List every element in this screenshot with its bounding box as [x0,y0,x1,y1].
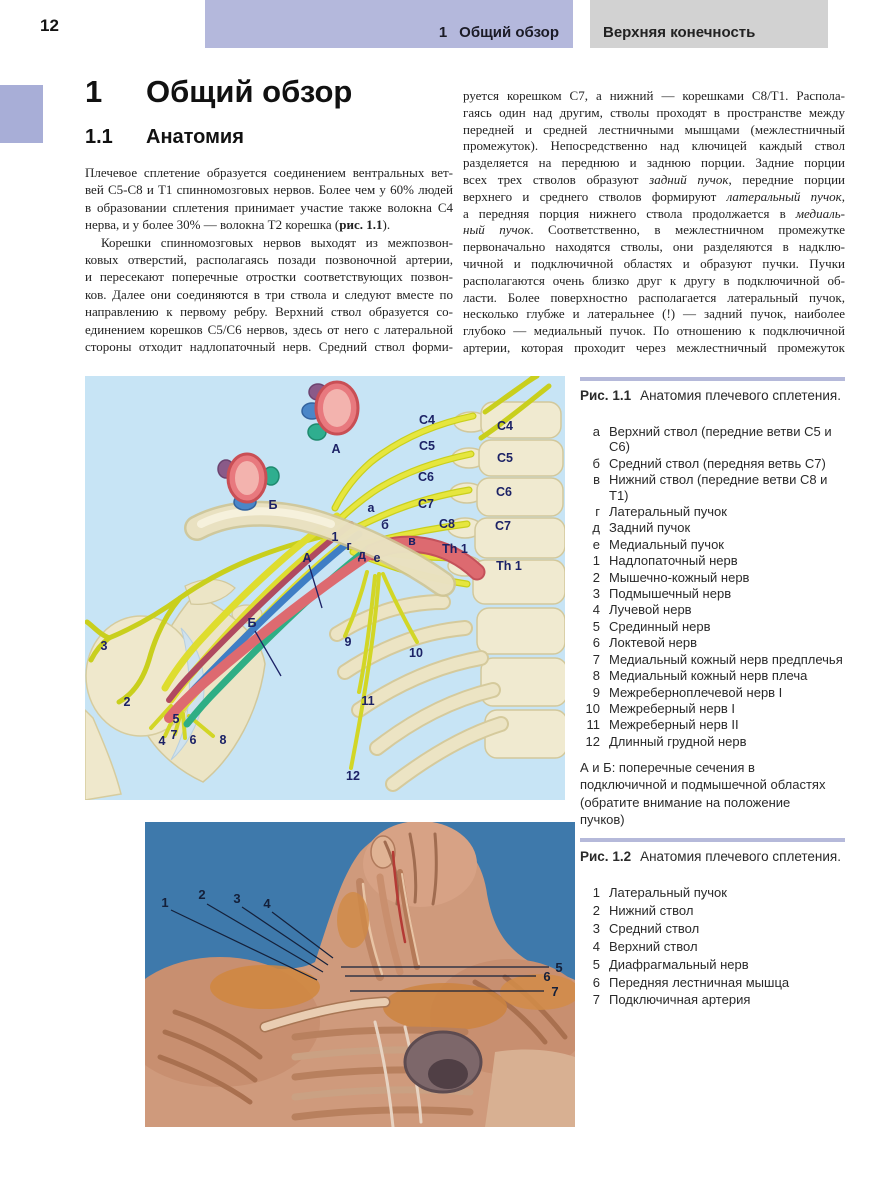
section-heading-number: 1.1 [85,126,113,148]
figure-label: C4 [497,419,513,433]
figure-1-1-illustration [85,376,565,800]
legend-item-key: д [592,520,600,536]
figure-label: 6 [543,969,551,984]
text-line: направлению к первому ребру. Верхний ствол образуется со- [85,304,453,320]
text-line: ковых отверстий, располагаясь позади позвоночной артерии, [85,252,453,268]
legend-item-text: Задний пучок [609,520,691,536]
legend-item [580,939,845,955]
figure-label: 11 [361,694,375,708]
section-heading [85,126,244,149]
legend-item-text: Подмышечный нерв [609,586,732,602]
figure-label: C6 [418,470,434,484]
figure-1-2-legend [580,838,845,1010]
legend-item-key: 5 [592,956,600,972]
text-line: гаясь один над другим, стволы проходят в пространстве между [463,104,845,120]
legend-item [580,570,845,585]
figure-label: А [302,551,312,565]
legend-item [580,701,845,716]
legend-item-key: 12 [585,733,600,749]
legend-item-key: 9 [592,684,600,700]
legend-item-key: 6 [592,635,600,651]
text-line: верхнего и среднего стволов формируют латеральный пучок, [463,188,845,204]
figure-label: б [381,518,389,532]
legend-item [580,504,845,519]
legend-item [580,992,845,1008]
legend-item-text: Латеральный пучок [609,885,727,900]
legend-item-text: Надлопаточный нерв [609,553,738,569]
text-line: руется корешком С7, а нижний — корешками С8/Т1. Распола- [463,88,845,103]
legend-item-key: 2 [592,902,600,918]
text-line: глубоко — медиальный пучок. По отношению к подключичной [463,323,845,339]
legend-item [580,957,845,973]
figure-label: 8 [219,733,227,747]
legend-item-key: б [592,455,600,471]
legend-item-text: Межреберный нерв I [609,700,735,716]
legend-item [580,456,845,471]
legend-item-key: а [592,424,600,439]
legend-item [580,668,845,683]
chapter-header-bar [205,0,573,48]
figure-caption-text: Анатомия плечевого сплетения. [640,849,841,864]
figure-label: 9 [344,635,352,649]
legend-item-key: 3 [592,920,600,936]
section-heading-title: Анатомия [146,126,244,148]
legend-items [580,885,845,1009]
chapter-bar-title: Общий обзор [459,24,559,41]
figure-label: 4 [158,734,166,748]
text-line: разделяется на переднюю и заднюю порции. Задние порции [463,155,845,171]
figure-label: C7 [418,497,434,511]
figure-label: 5 [172,712,180,726]
legend-item [580,921,845,937]
legend-item-key: в [593,472,600,488]
legend-item-text: Средний ствол [609,920,700,936]
text-line: Корешки спинномозговых нервов выходят из межпозвон- [101,234,453,250]
figure-label: 3 [100,639,108,653]
legend-items [580,424,845,749]
legend-item [580,424,845,455]
chapter-heading-number: 1 [85,74,103,109]
legend-rule [580,838,845,842]
legend-item [580,734,845,749]
text-line: ков. Далее они соединяются в три ствола и следуют вместе по [85,286,453,302]
text-line: передней и средней лестничными мышцами (межлестничный [463,121,845,137]
figure-label: C7 [495,519,511,533]
figure-1-1-legend [580,377,845,828]
legend-item-key: 10 [585,700,600,716]
legend-item-key: 7 [592,992,600,1008]
figure-label: 12 [346,769,360,783]
legend-item-text: Верхний ствол [609,938,698,954]
chapter-bar-number: 1 [438,24,448,41]
figure-label: C5 [419,439,435,453]
legend-item-text: Верхний ствол (передние ветви С5 и С6) [609,424,832,455]
figure-label: Б [268,498,278,512]
figure-1-1 [85,376,565,800]
figure-label: C8 [439,517,455,531]
figure-label: 10 [409,646,423,660]
text-line: стороны отходит надлопаточный нерв. Средний ствол форми- [85,339,453,355]
legend-item [580,885,845,901]
text-line: чичной и подключичной областях и образуют пучки. Пучки [463,255,845,271]
text-line: вей С5-С8 и Т1 спинномозговых нервов. Более чем у 60% людей [85,182,453,198]
legend-item-text: Медиальный кожный нерв плеча [609,668,808,684]
legend-item-key: е [592,536,600,552]
legend-item-key: 11 [586,717,600,733]
text-line: нерва, и у более 30% — волокна Т2 корешка (рис. 1.1). [85,217,391,233]
text-line: Плечевое сплетение образуется соединением вентральных вет- [85,165,453,180]
legend-item-text: Межреберноплечевой нерв I [609,684,783,700]
legend-item-text: Латеральный пучок [609,504,727,520]
figure-label: Th 1 [496,559,522,573]
legend-item-key: 4 [592,602,600,618]
figure-caption-text: Анатомия плечевого сплетения. [640,388,841,403]
figure-label: 2 [198,887,206,902]
text-line: а передняя порция нижнего ствола продолжается в медиаль- [463,205,845,221]
legend-item-text: Средний ствол (передняя ветвь С7) [609,455,826,471]
figure-label: 4 [263,896,271,911]
legend-note: А и Б: поперечные сечения в подключичной и подмышечной областях (обратите внимание на положение пучков) [580,760,826,828]
text-line: ный пучок. Соответственно, в межлестничном промежутке [463,222,846,238]
figure-caption-label: Рис. 1.2 [580,849,632,864]
figure-label: Th 1 [442,542,468,556]
legend-item [580,520,845,535]
figure-label: 1 [331,530,339,544]
legend-item-key: 3 [592,586,600,602]
body-column-right [463,88,845,357]
legend-item-key: 8 [592,668,600,684]
figure-label: д [358,548,366,562]
legend-item-text: Локтевой нерв [609,635,698,651]
figure-label: 3 [233,891,241,906]
figure-label: 6 [189,733,197,747]
text-line: несколько глубже и латеральнее (!) — задний пучок, наиболее [463,306,845,322]
legend-item-text: Мышечно-кожный нерв [609,569,750,585]
page-number: 12 [40,16,59,35]
legend-item-key: 5 [592,618,600,634]
legend-item [580,635,845,650]
figure-caption-label: Рис. 1.1 [580,388,632,403]
legend-item [580,652,845,667]
legend-item-key: 1 [592,885,600,900]
legend-item-key: 7 [592,651,600,667]
chapter-heading [85,74,352,110]
legend-item [580,553,845,568]
legend-item-text: Медиальный кожный нерв предплечья [609,651,843,667]
figure-label: C6 [496,485,512,499]
legend-item [580,975,845,991]
legend-item-text: Срединный нерв [609,618,711,634]
figure-1-2-photo [145,822,575,1127]
legend-item-text: Диафрагмальный нерв [609,956,749,972]
figure-label: г [346,539,352,553]
chapter-heading-title: Общий обзор [146,74,353,109]
section-header-bar [590,0,828,48]
legend-item-key: 6 [592,974,600,990]
legend-item-text: Подключичная артерия [609,992,751,1008]
figure-label: а [367,501,375,515]
legend-item [580,472,845,503]
text-line: единением корешков С5/С6 нервов, здесь от него с латеральной [85,321,453,337]
legend-item [580,586,845,601]
text-line: и пересекают поперечные отростки соответствующих позвон- [85,269,453,285]
legend-item-key: 1 [592,553,600,569]
legend-item-key: 4 [592,938,600,954]
legend-item [580,903,845,919]
legend-item-text: Длинный грудной нерв [609,733,747,749]
text-line: ласти. Более поверхностно располагается латеральный пучок, [463,289,845,305]
legend-item [580,717,845,732]
figure-1-2 [145,822,575,1127]
legend-item-text: Межреберный нерв II [609,717,739,733]
text-line: артерии, которая проходит через межлестничный промежуток [463,339,845,355]
figure-1-2-caption [580,848,845,865]
legend-item [580,685,845,700]
legend-item-text: Медиальный пучок [609,536,724,552]
legend-item [580,602,845,617]
figure-label: Б [247,616,257,630]
text-line: первоначально находятся стволы, они разделяются в надклю- [463,239,845,255]
legend-rule [580,377,845,381]
legend-item-text: Нижний ствол [609,902,694,918]
body-column-left [85,164,453,355]
legend-item [580,537,845,552]
legend-item [580,619,845,634]
figure-1-1-caption [580,387,845,404]
legend-item-key: г [595,504,600,520]
text-line: в образовании сплетения принимает участие также волокна С4 [85,199,453,215]
figure-label: А [331,442,341,456]
legend-item-text: Нижний ствол (передние ветви С8 и Т1) [609,472,828,503]
text-line: располагаются очень близко друг к другу в подключичной об- [463,272,845,288]
figure-label: C5 [497,451,513,465]
legend-item-key: 2 [592,569,600,585]
figure-label: 5 [555,960,563,975]
figure-label: в [408,534,416,548]
text-line: всех трех стволов образуют задний пучок, передние порции [463,171,846,187]
figure-label: 2 [123,695,131,709]
figure-label: C4 [419,413,435,427]
section-bar-title: Верхняя конечность [603,24,756,41]
figure-label: 1 [161,895,169,910]
text-line: промежуток). Непосредственно над ключицей каждый ствол [463,138,845,154]
figure-label: е [373,551,381,565]
figure-label: 7 [170,728,178,742]
chapter-accent-square [0,85,43,143]
legend-item-text: Лучевой нерв [609,602,692,618]
legend-item-text: Передняя лестничная мышца [609,974,790,990]
figure-label: 7 [551,984,559,999]
